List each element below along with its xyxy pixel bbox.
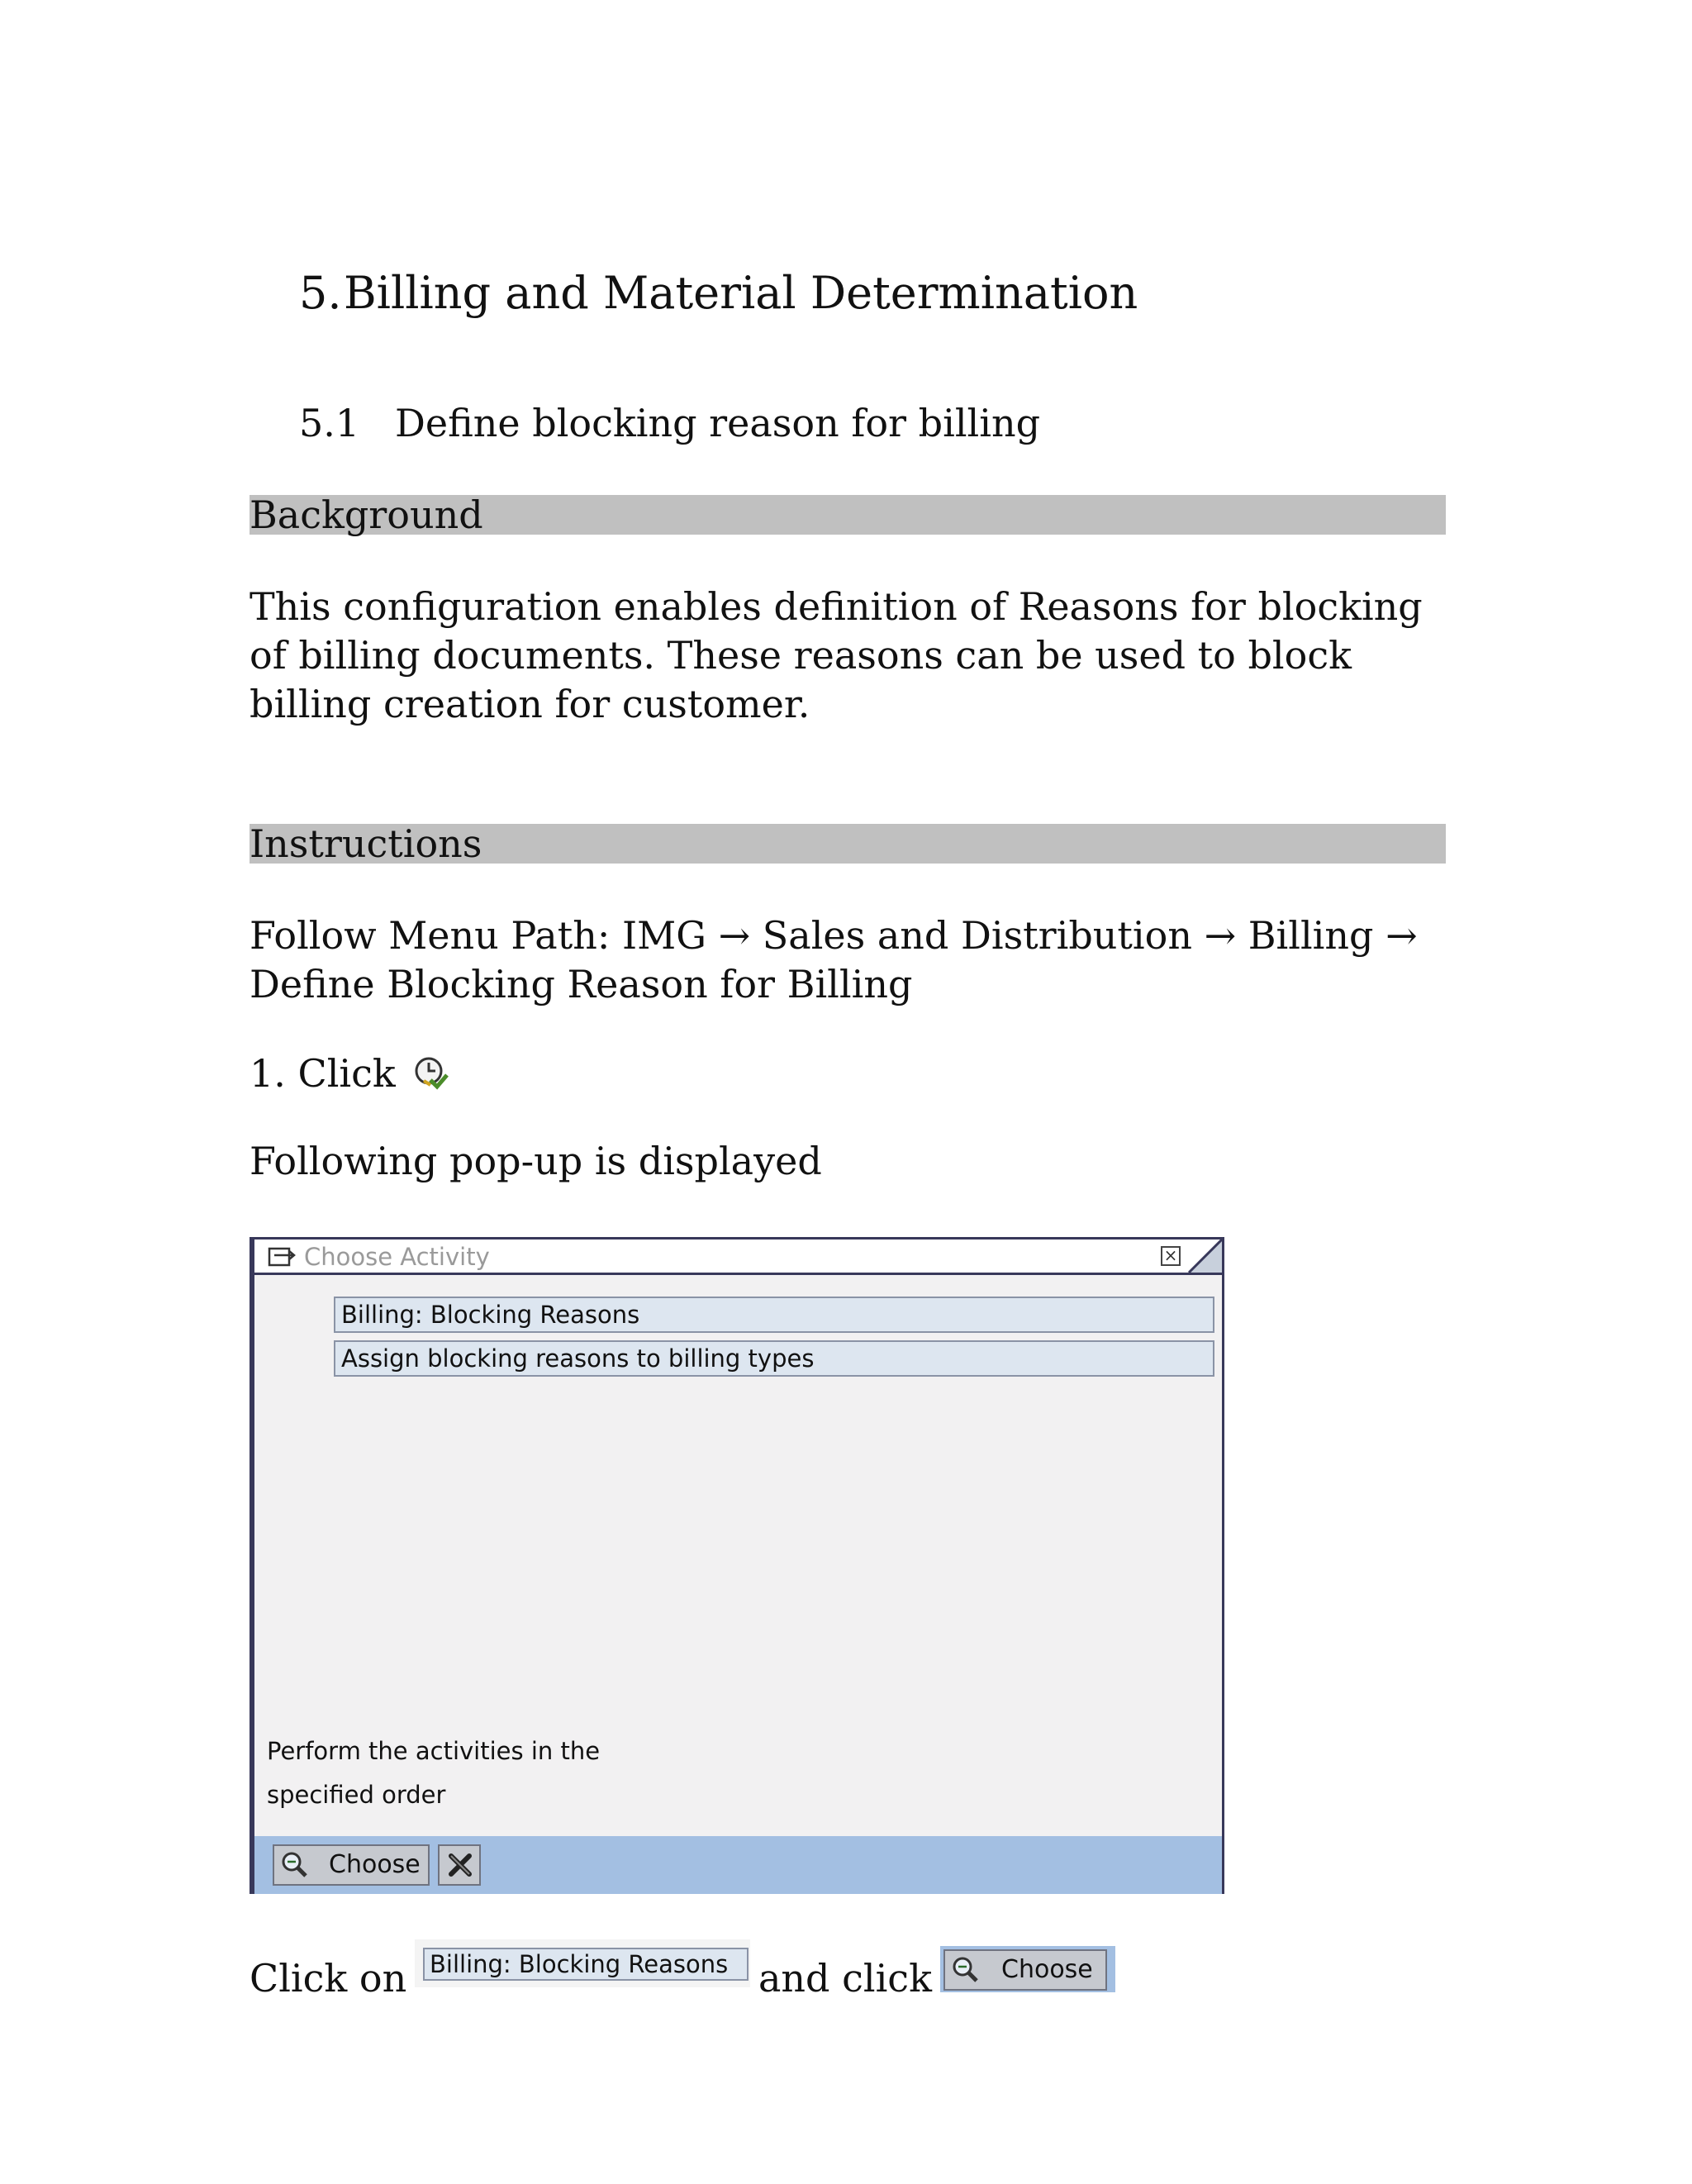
dialog-note-line-2: specified order bbox=[267, 1781, 446, 1809]
inline-choose-label: Choose bbox=[1001, 1955, 1093, 1984]
section-title: Billing and Material Determination bbox=[344, 267, 1138, 319]
choose-button-label: Choose bbox=[329, 1850, 421, 1879]
background-text: This configuration enables definition of Reasons for blocking of billing documents. These reasons can be used to block billing creation for customer. bbox=[250, 584, 1423, 726]
inline-choose-button[interactable] bbox=[943, 1949, 1107, 1991]
choose-activity-dialog bbox=[250, 1237, 1224, 1894]
menu-path-line-1: Follow Menu Path: IMG → Sales and Distribution → Billing → bbox=[250, 913, 1418, 958]
dialog-note-line-1: Perform the activities in the bbox=[267, 1737, 601, 1765]
background-band: Background bbox=[250, 495, 1446, 535]
dialog-corner-decoration bbox=[1186, 1240, 1222, 1273]
final-step-prefix: Click on bbox=[250, 1956, 407, 2001]
magnifier-icon bbox=[950, 1955, 981, 1985]
cancel-button[interactable] bbox=[438, 1844, 481, 1886]
subsection-title: Define blocking reason for billing bbox=[395, 401, 1041, 445]
final-step-middle: and click bbox=[758, 1956, 932, 2001]
step-1-text: 1. Click bbox=[250, 1051, 396, 1096]
menu-path-line-2: Define Blocking Reason for Billing bbox=[250, 962, 913, 1006]
subsection-heading bbox=[299, 401, 1040, 445]
popup-note: Following pop-up is displayed bbox=[250, 1139, 822, 1183]
activity-billing-blocking-reasons[interactable]: Billing: Blocking Reasons bbox=[334, 1297, 1214, 1333]
execute-clock-icon[interactable] bbox=[412, 1055, 449, 1092]
instructions-band: Instructions bbox=[250, 824, 1446, 864]
section-heading bbox=[299, 267, 1138, 319]
inline-choose-area bbox=[940, 1946, 1115, 1992]
subsection-number: 5.1 bbox=[299, 401, 360, 445]
magnifier-icon bbox=[279, 1850, 311, 1880]
section-number: 5. bbox=[299, 267, 342, 319]
close-icon[interactable]: × bbox=[1161, 1246, 1181, 1266]
dialog-window-icon bbox=[268, 1245, 297, 1268]
dialog-title: Choose Activity bbox=[304, 1243, 490, 1271]
step-1 bbox=[250, 1051, 449, 1096]
choose-button[interactable] bbox=[273, 1844, 430, 1886]
inline-activity-field bbox=[415, 1939, 750, 1987]
dialog-button-bar bbox=[254, 1836, 1222, 1894]
cancel-x-icon bbox=[447, 1852, 473, 1878]
inline-activity-label[interactable]: Billing: Blocking Reasons bbox=[423, 1948, 749, 1981]
activity-assign-blocking-reasons[interactable]: Assign blocking reasons to billing types bbox=[334, 1340, 1214, 1377]
dialog-titlebar bbox=[254, 1240, 1222, 1275]
